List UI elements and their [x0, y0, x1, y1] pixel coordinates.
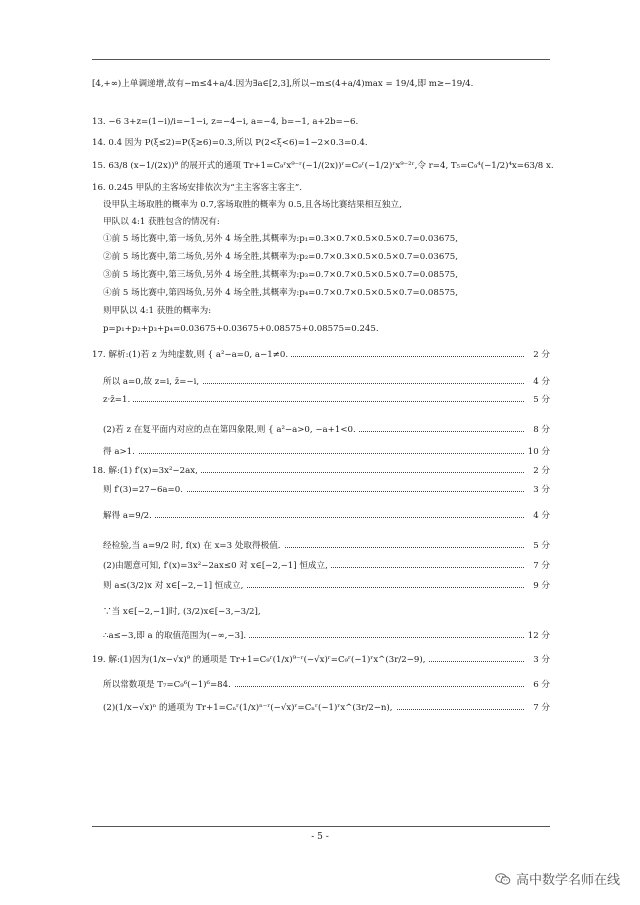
- solution-line: [103, 199, 550, 211]
- solution-line: [103, 540, 550, 552]
- line-text: ∴a≤−3,即 a 的取值范围为(−∞,−3].: [103, 631, 249, 641]
- solution-line: [92, 465, 550, 477]
- line-text: 17. 解析:(1)若 z 为纯虚数,则 { a²−a=0, a−1≠0.: [92, 350, 291, 360]
- solution-line: [103, 446, 550, 458]
- solution-line: [103, 216, 550, 228]
- solution-line: [103, 702, 550, 714]
- solution-line: [92, 182, 550, 194]
- line-text: ②前 5 场比赛中,第二场负,另外 4 场全胜,其概率为:p₂=0.7×0.3×0.5×0.5×0.7=0.03675,: [103, 252, 461, 262]
- score-points: 2 分: [530, 465, 550, 477]
- score-points: 8 分: [530, 424, 550, 436]
- solution-line: [92, 160, 554, 172]
- leader-dots: [103, 453, 524, 454]
- score-points: 5 分: [530, 394, 550, 406]
- solution-line: [103, 580, 550, 592]
- solution-line: [103, 484, 550, 496]
- line-text: 经检验,当 a=9/2 时, f(x) 在 x=3 处取得极值.: [103, 541, 284, 551]
- line-text: 18. 解:(1) f′(x)=3x²−2ax,: [92, 466, 201, 476]
- solution-line: [103, 233, 550, 245]
- line-text: 13. −6 3+z=(1−i)/i=−1−i, z=−4−i, a=−4, b=−1, a+2b=−6.: [92, 117, 361, 127]
- line-text: 得 a>1.: [103, 447, 138, 457]
- line-text: 则甲队以 4:1 获胜的概率为:: [103, 306, 214, 316]
- score-points: 9 分: [530, 580, 550, 592]
- line-text: 所以 a=0,故 z=i, z̄=−i,: [103, 377, 202, 387]
- page-number: - 5 -: [311, 832, 329, 842]
- solution-line: [103, 287, 550, 299]
- wechat-icon: [495, 872, 511, 886]
- line-text: 16. 0.245 甲队的主客场安排依次为“主主客客主客主”.: [92, 183, 305, 193]
- score-points: 10 分: [525, 446, 550, 458]
- solution-line: [103, 269, 550, 281]
- score-points: 7 分: [530, 560, 550, 572]
- line-text: ∵当 x∈[−2,−1]时, (3/2)x∈[−3,−3/2],: [103, 607, 264, 617]
- score-points: 4 分: [530, 376, 550, 388]
- solution-line: [92, 116, 550, 128]
- line-text: 甲队以 4:1 获胜包含的情况有:: [103, 217, 223, 227]
- score-points: 2 分: [530, 349, 550, 361]
- top-rule: [92, 59, 550, 60]
- score-points: 4 分: [530, 510, 550, 522]
- solution-line: [103, 560, 550, 572]
- score-points: 7 分: [530, 702, 550, 714]
- line-text: (2)由题意可知, f′(x)=3x²−2ax≤0 对 x∈[−2,−1] 恒成立,: [103, 561, 331, 571]
- solution-line: [103, 251, 550, 263]
- solution-line: [92, 349, 550, 361]
- line-text: [4,+∞)上单调递增,故有−m≤4+a/4.因为∃a∈[2,3],所以−m≤(4+a/4)max = 19/4,即 m≥−19/4.: [92, 79, 476, 89]
- line-text: 15. 63/8 (x−1/(2x))⁹ 的展开式的通项 Tr+1=C₉ʳx⁹⁻ʳ(−1/(2x))ʳ=C₉ʳ(−1/2)ʳx⁹⁻²ʳ,令 r=4, T₅=C₉⁴(−1/2)⁴x=63/8 x.: [92, 161, 557, 171]
- solution-line: [103, 630, 550, 642]
- line-text: ④前 5 场比赛中,第四场负,另外 4 场全胜,其概率为:p₄=0.7×0.7×0.5×0.5×0.7=0.08575,: [103, 288, 461, 298]
- line-text: p=p₁+p₂+p₃+p₄=0.03675+0.03675+0.08575+0.08575=0.245.: [103, 324, 382, 334]
- line-text: 14. 0.4 因为 P(ξ≤2)=P(ξ≥6)=0.3,所以 P(2<ξ<6)=1−2×0.3=0.4.: [92, 138, 371, 148]
- line-text: ①前 5 场比赛中,第一场负,另外 4 场全胜,其概率为:p₁=0.3×0.7×0.5×0.5×0.7=0.03675,: [103, 234, 461, 244]
- leader-dots: [103, 517, 524, 518]
- line-text: 所以常数项是 T₇=C₉⁶(−1)⁶=84.: [103, 680, 234, 690]
- score-points: 3 分: [530, 654, 550, 666]
- line-text: 则 a≤(3/2)x 对 x∈[−2,−1] 恒成立,: [103, 581, 246, 591]
- solution-line: [103, 376, 550, 388]
- solution-line: [103, 305, 550, 317]
- score-points: 3 分: [530, 484, 550, 496]
- line-text: ③前 5 场比赛中,第三场负,另外 4 场全胜,其概率为:p₃=0.7×0.7×0.5×0.5×0.7=0.08575,: [103, 270, 461, 280]
- solution-line: [103, 323, 550, 335]
- solution-line: [92, 654, 550, 666]
- score-points: 5 分: [530, 540, 550, 552]
- score-points: 12 分: [525, 630, 550, 642]
- line-text: 解得 a=9/2.: [103, 511, 155, 521]
- solution-line: [92, 78, 550, 90]
- solution-line: [103, 510, 550, 522]
- score-points: 6 分: [530, 679, 550, 691]
- leader-dots: [103, 401, 524, 402]
- solution-line: [92, 137, 550, 149]
- solution-line: [103, 424, 550, 436]
- bottom-rule: [92, 826, 550, 827]
- line-text: 则 f′(3)=27−6a=0.: [103, 485, 186, 495]
- solution-line: [103, 606, 550, 618]
- solution-line: [103, 679, 550, 691]
- solution-line: [103, 394, 550, 406]
- line-text: (2)(1/x−√x)ⁿ 的通项为 Tr+1=Cₙʳ(1/x)ⁿ⁻ʳ(−√x)ʳ=Cₙʳ(−1)ʳx^(3r/2−n),: [103, 703, 396, 713]
- line-text: 设甲队主场取胜的概率为 0.7,客场取胜的概率为 0.5,且各场比赛结果相互独立,: [103, 200, 405, 210]
- watermark-text: 高中数学名师在线: [515, 873, 620, 888]
- watermark: [495, 869, 620, 888]
- line-text: 19. 解:(1)因为(1/x−√x)⁹ 的通项是 Tr+1=C₉ʳ(1/x)⁹⁻ʳ(−√x)ʳ=C₉ʳ(−1)ʳx^(3r/2−9),: [92, 655, 428, 665]
- line-text: z·z̄=1.: [103, 395, 133, 405]
- line-text: (2)若 z 在复平面内对应的点在第四象限,则 { a²−a>0, −a+1<0.: [103, 425, 359, 435]
